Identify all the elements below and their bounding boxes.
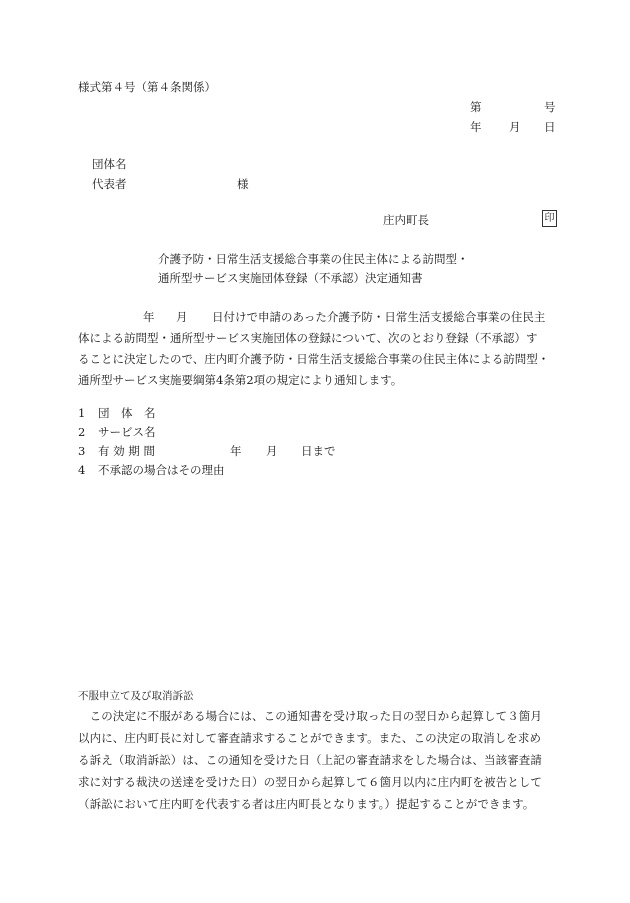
- item-1-number: 1: [78, 406, 86, 420]
- appeal-line: この決定に不服がある場合には、この通知書を受け取った日の翌日から起算して３箇月: [78, 709, 542, 723]
- body-line-4: 通所型サービス実施要綱第4条第2項の規定により通知します。: [78, 373, 403, 387]
- item-3-label: 有 効 期 間: [98, 444, 155, 458]
- appeal-heading: 不服申立て及び取消訴訟: [78, 690, 194, 702]
- item-2-label: サービス名: [98, 425, 156, 439]
- item-4-label: 不承認の場合はその理由: [98, 463, 225, 477]
- title-line-1: 介護予防・日常生活支援総合事業の住民主体による訪問型・: [158, 252, 469, 266]
- body-month-label: 月: [176, 310, 188, 324]
- seal-mark: 印: [542, 210, 557, 227]
- honorific-sama: 様: [237, 177, 249, 191]
- item-3-year-label: 年: [230, 444, 242, 458]
- doc-number-prefix: 第: [470, 100, 482, 114]
- item-2-number: 2: [78, 425, 86, 439]
- item-4-number: 4: [78, 463, 86, 477]
- form-label: 様式第４号（第４条関係）: [78, 80, 216, 94]
- body-line-3: ることに決定したので、庄内町介護予防・日常生活支援総合事業の住民主体による訪問型・: [78, 352, 550, 366]
- appeal-line: 以内に、庄内町長に対して審査請求することができます。また、この決定の取消しを求め: [78, 731, 542, 745]
- title-line-2: 通所型サービス実施団体登録（不承認）決定通知書: [158, 271, 423, 285]
- item-3-until-label: 日まで: [301, 444, 336, 458]
- appeal-line: （訴訟において庄内町を代表する者は庄内町長となります。）提起することができます。: [78, 797, 535, 811]
- appeal-text: [78, 705, 542, 815]
- appeal-line: 求に対する裁決の送達を受けた日）の翌日から起算して６箇月以内に庄内町を被告として: [78, 775, 542, 789]
- doc-number-suffix: 号: [544, 100, 556, 114]
- item-3-number: 3: [78, 444, 86, 458]
- appeal-line: る訴え（取消訴訟）は、この通知を受けた日（上記の審査請求をした場合は、当該審査請: [78, 753, 542, 767]
- representative-label: 代表者: [92, 177, 127, 191]
- group-name-label: 団体名: [92, 157, 127, 171]
- date-month-label: 月: [509, 120, 521, 134]
- date-day-label: 日: [544, 120, 556, 134]
- body-line-2: 体による訪問型・通所型サービス実施団体の登録について、次のとおり登録（不承認）す: [78, 331, 538, 345]
- body-year-label: 年: [143, 310, 155, 324]
- body-line-1: 日付けで申請のあった介護予防・日常生活支援総合事業の住民主: [212, 310, 546, 324]
- sender-name: 庄内町長: [383, 213, 429, 227]
- item-3-month-label: 月: [266, 444, 278, 458]
- date-year-label: 年: [470, 120, 482, 134]
- item-1-label: 団 体 名: [98, 406, 156, 420]
